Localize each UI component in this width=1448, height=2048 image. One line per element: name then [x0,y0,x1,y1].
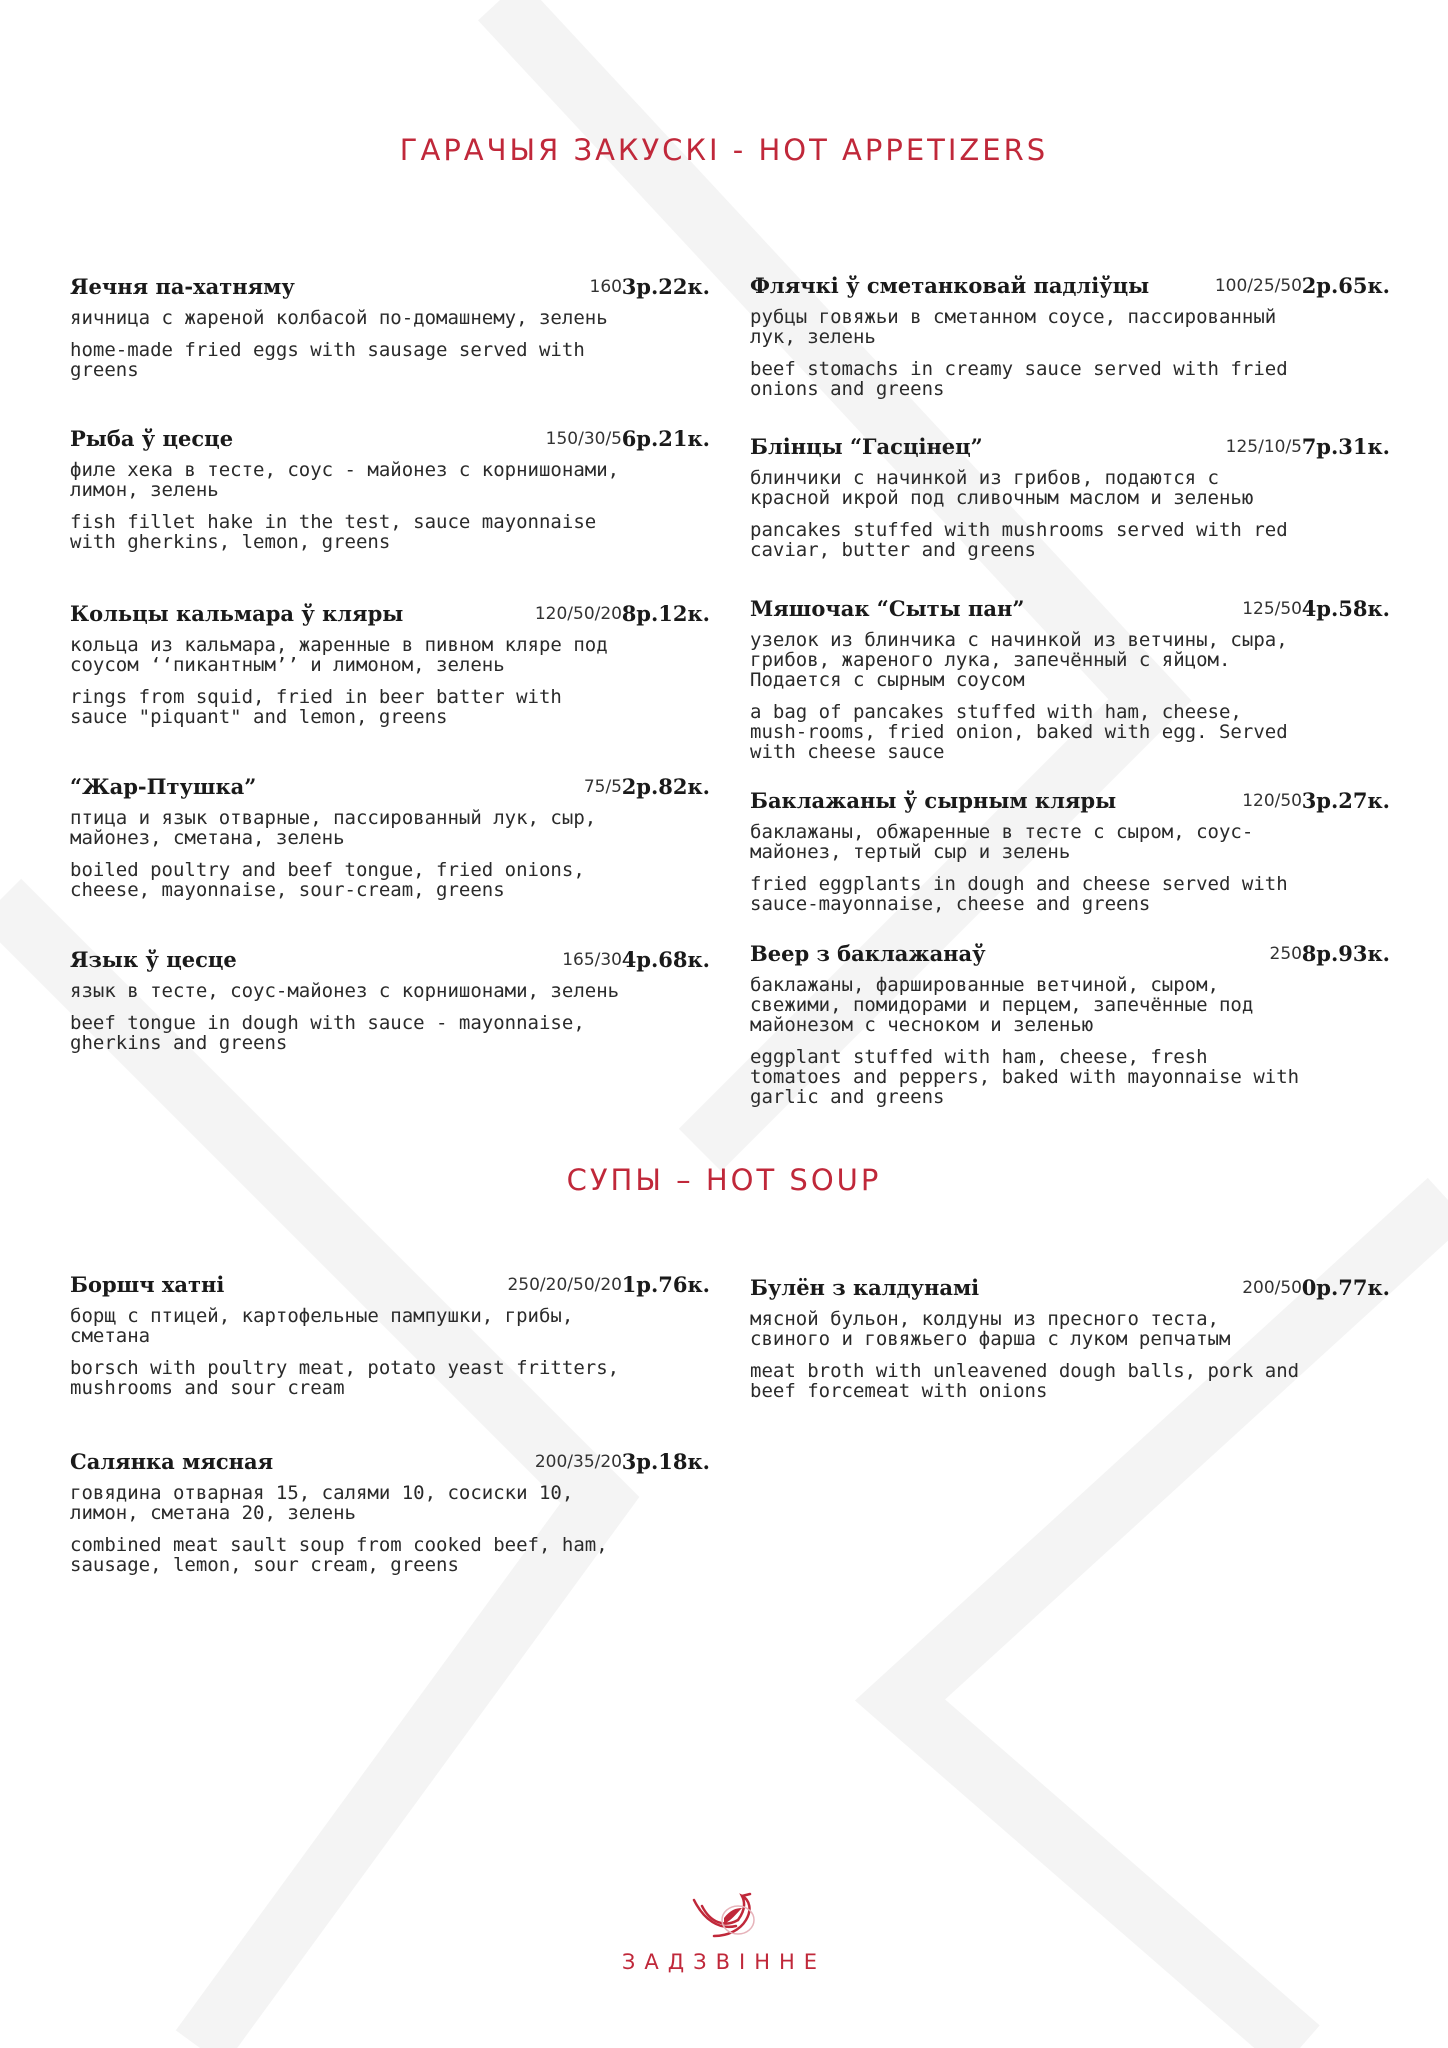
item-description-ru: баклажаны, фаршированные ветчиной, сыром, свежими, помидорами и перцем, запечённые под майонезом с чесноком и зеленью [750,974,1254,1036]
item-price: 1р.76к. [621,1272,710,1297]
item-name: Мяшочак “Сыты пан” [750,596,1025,621]
item-name: Кольцы кальмара ў кляры [70,601,404,626]
item-description-en: borsch with poultry meat, potato yeast fritters, mushrooms and sour cream [70,1357,620,1399]
item-weight: 75/5 [583,777,622,797]
item-description-en: meat broth with unleavened dough balls, pork and beef forcemeat with onions [750,1360,1300,1402]
bird-emblem-icon [684,1890,764,1942]
item-price: 8р.93к. [1301,941,1390,966]
item-name: Блінцы “Гасцінец” [750,434,983,459]
item-price: 3р.18к. [621,1449,710,1474]
item-weight: 165/30 [562,950,622,970]
section-title-soups: СУПЫ – HOT SOUP [566,1163,882,1197]
item-weight: 200/50 [1242,1278,1302,1298]
item-description-ru: птица и язык отварные, пассированный лук, сыр, майонез, сметана, зелень [70,807,597,849]
item-price: 4р.68к. [621,947,710,972]
item-description-en: beef stomachs in creamy sauce served with fried onions and greens [750,358,1288,400]
menu-item [750,941,1390,1107]
item-description-ru: узелок из блинчика с начинкой из ветчины, сыра, грибов, жареного лука, запечённый с яйцом. Подается с сырным соусом [750,629,1288,691]
item-description-en: rings from squid, fried in beer batter with sauce "piquant" and lemon, greens [70,686,562,728]
item-description-ru: борщ с птицей, картофельные пампушки, грибы, сметана [70,1305,574,1347]
item-description-en: fried eggplants in dough and cheese served with sauce-mayonnaise, cheese and greens [750,873,1288,915]
item-name: Баклажаны ў сырным кляры [750,788,1117,813]
item-weight: 125/50 [1242,599,1302,619]
item-weight: 100/25/50 [1214,276,1302,296]
restaurant-logo [0,1890,1448,1974]
item-price: 3р.22к. [621,274,710,299]
item-description-en: eggplant stuffed with ham, cheese, fresh tomatoes and peppers, baked with mayonnaise with garlic and greens [750,1046,1300,1108]
menu-item [70,426,710,552]
item-name: Салянка мясная [70,1449,274,1474]
item-weight: 120/50/20 [534,604,622,624]
item-price: 6р.21к. [621,426,710,451]
item-description-en: home-made fried eggs with sausage served with greens [70,339,585,381]
item-price: 8р.12к. [621,601,710,626]
item-description-ru: говядина отварная 15, салями 10, сосиски 10, лимон, сметана 20, зелень [70,1482,574,1524]
item-description-en: a bag of pancakes stuffed with ham, cheese, mush-rooms, fried onion, baked with egg. Served with cheese sauce [750,701,1288,763]
item-name: Веер з баклажанаў [750,941,986,966]
item-description-en: beef tongue in dough with sauce - mayonnaise, gherkins and greens [70,1012,585,1054]
item-price: 3р.27к. [1301,788,1390,813]
menu-item [70,1449,710,1575]
item-weight: 150/30/5 [545,429,622,449]
menu-item [750,788,1390,914]
menu-item [70,774,710,900]
item-description-ru: рубцы говяжьи в сметанном соусе, пассированный лук, зелень [750,306,1277,348]
item-weight: 200/35/20 [534,1452,622,1472]
item-price: 2р.65к. [1301,273,1390,298]
item-weight: 120/50 [1242,791,1302,811]
item-name: Боршч хатні [70,1272,225,1297]
section-title-appetizers: ГАРАЧЫЯ ЗАКУСКІ - HOT APPETIZERS [399,133,1049,167]
item-description-ru: яичница с жареной колбасой по-домашнему, зелень [70,307,608,329]
menu-item [750,1275,1390,1401]
menu-item [70,601,710,727]
menu-item [70,274,710,380]
item-name: “Жар-Птушка” [70,774,257,799]
item-description-en: combined meat sault soup from cooked beef, ham, sausage, lemon, sour cream, greens [70,1534,608,1576]
menu-item [750,273,1390,399]
menu-item [750,434,1390,560]
item-name: Яечня па-хатняму [70,274,295,299]
item-name: Булён з калдунамі [750,1275,980,1300]
logo-text: ЗАДЗВІННЕ [621,1950,827,1974]
item-description-en: fish fillet hake in the test, sauce mayonnaise with gherkins, lemon, greens [70,511,597,553]
item-price: 4р.58к. [1301,596,1390,621]
menu-item [70,1272,710,1398]
item-description-en: boiled poultry and beef tongue, fried onions, cheese, mayonnaise, sour-cream, greens [70,859,585,901]
menu-item [70,947,710,1053]
item-name: Язык ў цесце [70,947,237,972]
item-weight: 250 [1269,944,1302,964]
item-price: 0р.77к. [1301,1275,1390,1300]
item-description-en: pancakes stuffed with mushrooms served with red caviar, butter and greens [750,519,1288,561]
item-description-ru: филе хека в тесте, соус - майонез с корнишонами, лимон, зелень [70,459,620,501]
item-weight: 125/10/5 [1225,437,1302,457]
item-description-ru: блинчики с начинкой из грибов, подаются с красной икрой под сливочным маслом и зеленью [750,467,1254,509]
item-description-ru: мясной бульон, колдуны из пресного теста, свиного и говяжьего фарша с луком репчатым [750,1308,1231,1350]
item-name: Флячкі ў сметанковай падліўцы [750,273,1150,298]
item-description-ru: язык в тесте, соус-майонез с корнишонами, зелень [70,980,620,1002]
menu-item [750,596,1390,762]
item-weight: 160 [589,277,622,297]
item-weight: 250/20/50/20 [507,1275,622,1295]
item-price: 7р.31к. [1301,434,1390,459]
item-description-ru: баклажаны, обжаренные в тесте с сыром, соус-майонез, тертый сыр и зелень [750,821,1254,863]
item-name: Рыба ў цесце [70,426,234,451]
item-description-ru: кольца из кальмара, жаренные в пивном кляре под соусом ‘‘пикантным’’ и лимоном, зелень [70,634,608,676]
item-price: 2р.82к. [621,774,710,799]
